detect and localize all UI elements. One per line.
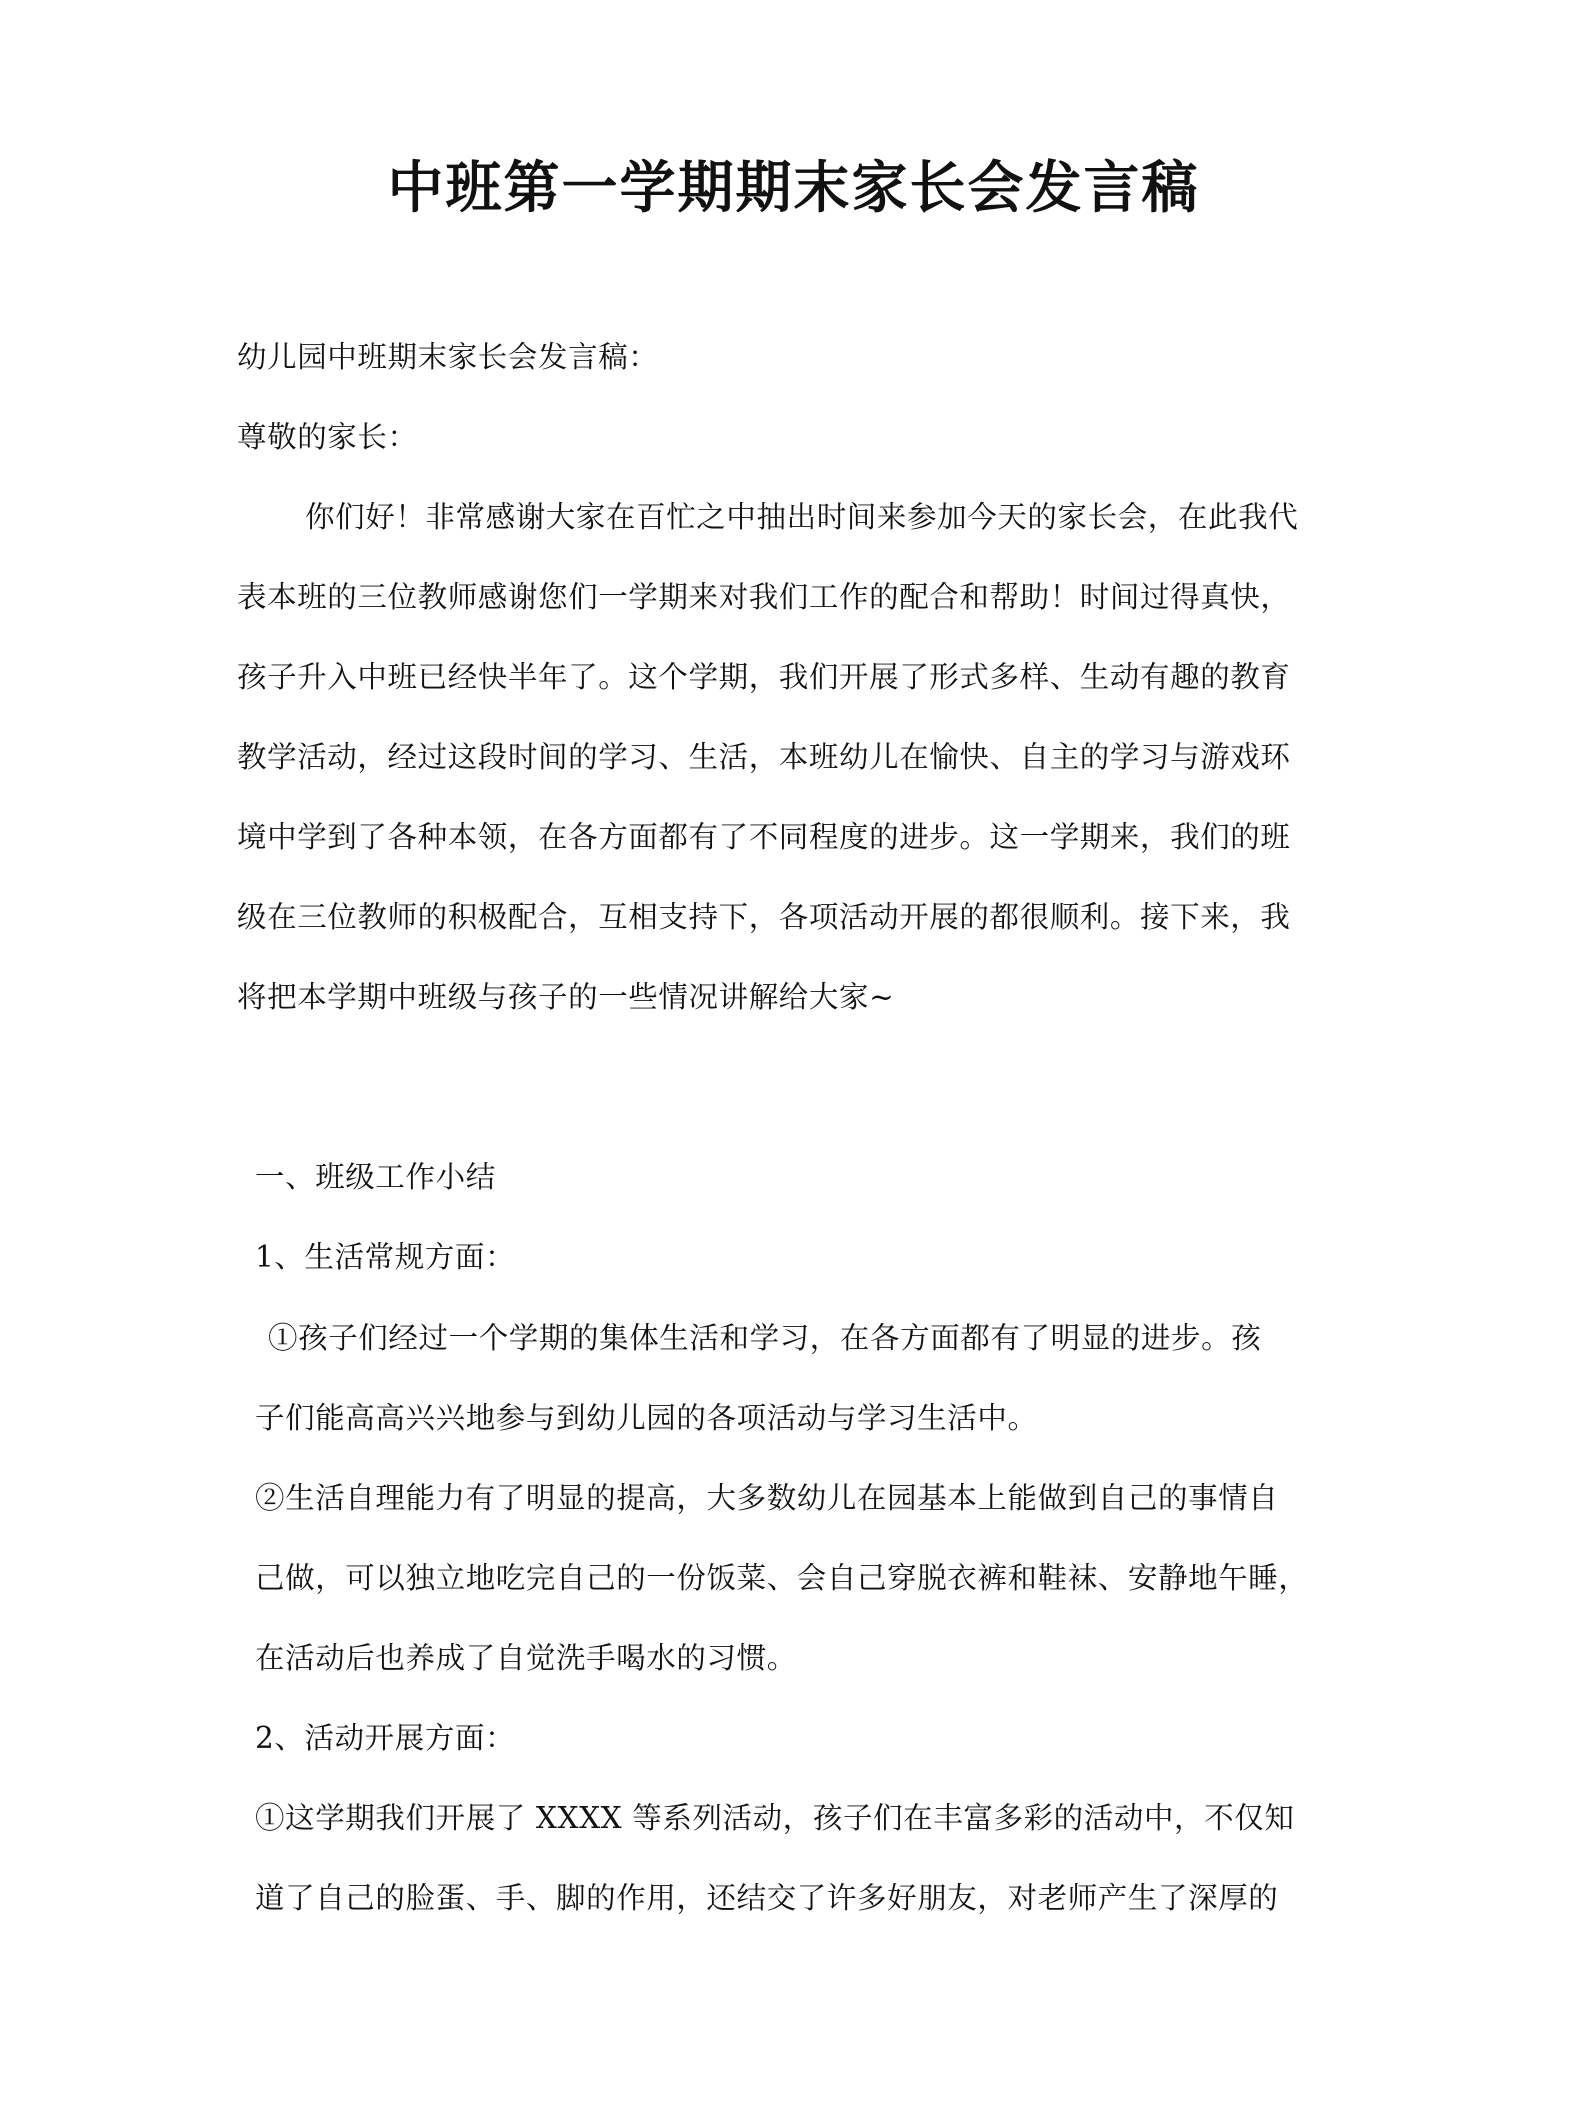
document-title: 中班第一学期期末家长会发言稿	[387, 155, 1200, 221]
intro-line: 境中学到了各种本领，在各方面都有了不同程度的进步。这一学期来，我们的班	[237, 820, 1291, 854]
heading-line: 幼儿园中班期末家长会发言稿：	[237, 340, 659, 374]
list-item-line: 在活动后也养成了自觉洗手喝水的习惯。	[255, 1641, 797, 1675]
intro-line: 级在三位教师的积极配合，互相支持下，各项活动开展的都很顺利。接下来，我	[237, 900, 1291, 934]
intro-line: 将把本学期中班级与孩子的一些情况讲解给大家~	[237, 980, 895, 1014]
subsection-heading: 2、活动开展方面：	[255, 1721, 516, 1755]
list-item-line: ②生活自理能力有了明显的提高，大多数幼儿在园基本上能做到自己的事情自	[255, 1481, 1279, 1515]
list-item-line: 子们能高高兴兴地参与到幼儿园的各项活动与学习生活中。	[255, 1401, 1038, 1435]
intro-line: 孩子升入中班已经快半年了。这个学期，我们开展了形式多样、生动有趣的教育	[237, 660, 1291, 694]
list-item-line: ①这学期我们开展了 XXXX 等系列活动，孩子们在丰富多彩的活动中，不仅知	[255, 1801, 1295, 1835]
salutation: 尊敬的家长：	[237, 420, 418, 454]
subsection-heading: 1、生活常规方面：	[255, 1240, 516, 1274]
list-item-line: 己做，可以独立地吃完自己的一份饭菜、会自己穿脱衣裤和鞋袜、安静地午睡，	[255, 1561, 1309, 1595]
intro-line: 表本班的三位教师感谢您们一学期来对我们工作的配合和帮助！时间过得真快，	[237, 580, 1291, 614]
section-heading: 一、班级工作小结	[255, 1160, 496, 1194]
intro-line: 教学活动，经过这段时间的学习、生活，本班幼儿在愉快、自主的学习与游戏环	[237, 740, 1291, 774]
intro-line: 你们好！非常感谢大家在百忙之中抽出时间来参加今天的家长会，在此我代	[305, 500, 1299, 534]
list-item-line: 道了自己的脸蛋、手、脚的作用，还结交了许多好朋友，对老师产生了深厚的	[255, 1881, 1279, 1915]
list-item-line: ①孩子们经过一个学期的集体生活和学习，在各方面都有了明显的进步。孩	[268, 1321, 1262, 1355]
